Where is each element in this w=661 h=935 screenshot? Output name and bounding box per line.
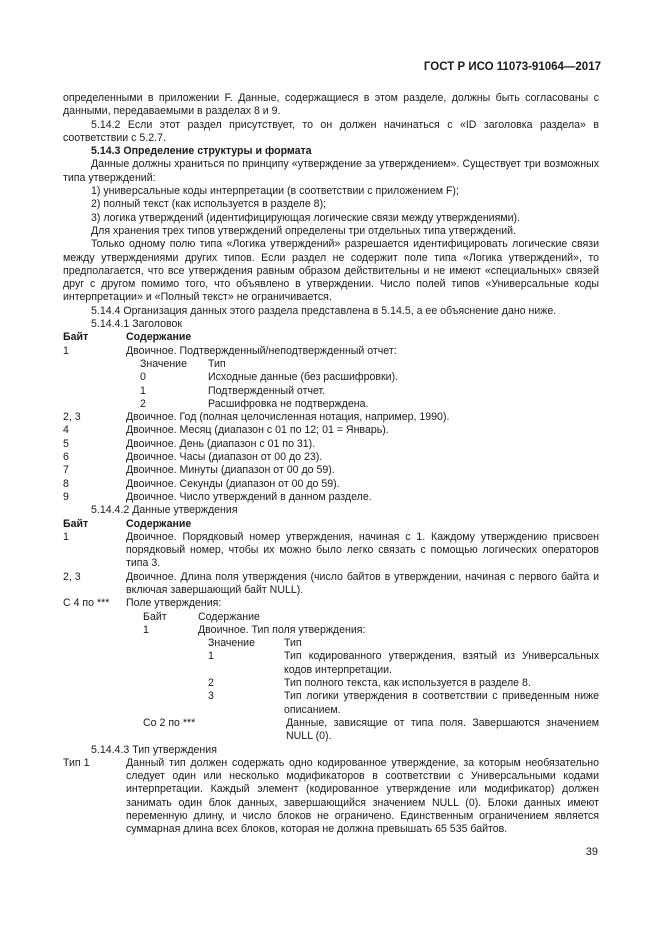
table-row: [63, 597, 599, 610]
type-cell: Расшифровка не подтверждена.: [208, 397, 369, 410]
byte-cell: 6: [63, 451, 69, 464]
type-description-cell: Данный тип должен содержать одно кодированное утверждение, за которым необязательно следует один или несколько модификаторов в соответствии с Универсальными кодами интерпретации. Каждый элемент (кодированное утверждение или модификатор) должен занимать один блок данных, завершающийся значением NULL (0). Блоки данных имеют переменную длину, и число блоков не ограничено. Единственным ограничением является суммарная длина всех блоков, которая не должна превышать 65 535 байтов.: [126, 756, 599, 836]
type-cell: Тип полного текста, как используется в разделе 8.: [284, 677, 531, 690]
table-header: [63, 331, 599, 344]
byte-cell: 4: [63, 424, 69, 437]
column-header-content: Содержание: [126, 331, 192, 344]
page-number: 39: [585, 846, 598, 858]
type-table-row: [208, 690, 599, 717]
table-row: [63, 424, 599, 437]
table-header: [63, 518, 599, 531]
nested-table-row: [143, 717, 599, 744]
value-cell: 3: [208, 690, 214, 703]
type-cell: Тип логики утверждения в соответствии с приведенным ниже описанием.: [284, 690, 599, 716]
type-label-cell: Тип 1: [63, 756, 90, 769]
content-cell: Двоичное. День (диапазон с 01 по 31).: [126, 437, 316, 450]
type-cell: Исходные данные (без расшифровки).: [208, 371, 399, 384]
table-row: [63, 345, 599, 358]
nested-table-row: [143, 624, 599, 637]
type-header: Тип: [208, 357, 226, 370]
table-row: [63, 411, 599, 424]
value-cell: 2: [208, 677, 214, 690]
content-cell: Двоичное. Месяц (диапазон с 01 по 12; 01 = Январь).: [126, 424, 389, 437]
content-cell: Двоичное. Секунды (диапазон от 00 до 59).: [126, 477, 340, 490]
nested-content-header: Содержание: [198, 610, 260, 623]
byte-cell: 1: [63, 344, 69, 357]
byte-cell: 9: [63, 490, 69, 503]
nested-byte-cell: Со 2 по ***: [143, 716, 196, 729]
paragraph: Только одному полю типа «Логика утверждений» разрешается идентифицировать логические связи между утверждениями других типов. Если раздел не содержит поле типа «Логика утверждений», то предполагается, что все утверждения равным образом действительны и не имеют «специальных» связей друг с другом помимо того, что объявлено в утверждении. Число полей типов «Универсальные коды интерпретации» и «Полный текст» не ограничивается.: [63, 238, 599, 304]
value-cell: 0: [140, 371, 146, 384]
byte-cell: 8: [63, 477, 69, 490]
list-item: 3) логика утверждений (идентифицирующая логические связи между утверждениями).: [91, 211, 521, 224]
byte-cell: 5: [63, 437, 69, 450]
type-table-row: [208, 650, 599, 677]
type-cell: Подтвержденный отчет.: [208, 384, 326, 397]
nested-table-header: [143, 611, 599, 624]
type-table-header: [208, 637, 599, 650]
nested-byte-header: Байт: [143, 610, 167, 623]
paragraph-5-14-4: 5.14.4 Организация данных этого раздела представлена в 5.14.5, а ее объяснение дано ниже.: [91, 304, 557, 317]
section-heading-5-14-4-2: 5.14.4.2 Данные утверждения: [91, 504, 238, 517]
content-cell: Двоичное. Минуты (диапазон от 00 до 59).: [126, 464, 335, 477]
table-row: [63, 531, 599, 571]
content-cell: Двоичное. Порядковый номер утверждения, начиная с 1. Каждому утверждению присвоен порядковый номер, чтобы их можно было легко связать с помощью логических операторов типа 3.: [126, 530, 599, 570]
sub-table-row: [140, 371, 599, 384]
paragraph: определенными в приложении F. Данные, содержащиеся в этом разделе, должны быть согласованы с данными, передаваемыми в разделах 8 и 9.: [63, 92, 599, 118]
value-cell: 1: [140, 384, 146, 397]
value-cell: 1: [208, 650, 214, 663]
value-header: Значение: [208, 637, 255, 650]
document-code-header: ГОСТ Р ИСО 11073-91064—2017: [423, 61, 601, 73]
content-cell: Двоичное. Год (полная целочисленная нотация, например, 1990).: [126, 411, 450, 424]
section-heading-5-14-3: 5.14.3 Определение структуры и формата: [91, 145, 312, 158]
byte-cell: 1: [63, 530, 69, 543]
table-row: [63, 451, 599, 464]
nested-byte-cell: 1: [143, 623, 149, 636]
value-header: Значение: [140, 357, 187, 370]
value-cell: 2: [140, 397, 146, 410]
paragraph: Данные должны храниться по принципу «утверждение за утверждением». Существует три возможных типа утверждений:: [63, 158, 599, 184]
column-header-byte: Байт: [63, 331, 89, 344]
byte-cell: 2, 3: [63, 411, 81, 424]
list-item: 2) полный текст (как используется в разделе 8);: [91, 198, 327, 211]
page-content: [63, 92, 599, 837]
table-row: [63, 571, 599, 598]
paragraph-5-14-2: 5.14.2 Если этот раздел присутствует, то он должен начинаться с «ID заголовка раздела» в соответствии с 5.2.7.: [63, 118, 599, 144]
table-row: [63, 464, 599, 477]
byte-cell: 2, 3: [63, 570, 81, 583]
sub-table-row: [140, 385, 599, 398]
byte-cell: 7: [63, 464, 69, 477]
section-heading-5-14-4-1: 5.14.4.1 Заголовок: [91, 318, 183, 331]
content-cell: Двоичное. Длина поля утверждения (число байтов в утверждении, начиная с первого байта и включая завершающий байт NULL).: [126, 570, 599, 596]
content-cell: Двоичное. Подтвержденный/неподтвержденный отчет:: [126, 344, 397, 357]
content-cell: Двоичное. Число утверждений в данном разделе.: [126, 490, 372, 503]
nested-content-cell: Двоичное. Тип поля утверждения:: [198, 623, 366, 636]
table-row: [63, 757, 599, 837]
column-header-byte: Байт: [63, 517, 89, 530]
table-row: [63, 438, 599, 451]
sub-table-header: [140, 358, 599, 371]
type-header: Тип: [284, 637, 302, 650]
nested-content-cell: Данные, зависящие от типа поля. Завершаются значением NULL (0).: [286, 716, 599, 743]
column-header-content: Содержание: [126, 517, 192, 530]
sub-table-row: [140, 398, 599, 411]
type-table-row: [208, 677, 599, 690]
paragraph: Для хранения трех типов утверждений определены три отдельных типа утверждений.: [91, 224, 516, 237]
type-cell: Тип кодированного утверждения, взятый из Универсальных кодов интерпретации.: [284, 650, 599, 676]
section-heading-5-14-4-3: 5.14.4.3 Тип утверждения: [91, 743, 217, 756]
table-row: [63, 491, 599, 504]
byte-cell: С 4 по ***: [63, 597, 110, 610]
content-cell: Двоичное. Часы (диапазон от 00 до 23).: [126, 451, 323, 464]
table-row: [63, 478, 599, 491]
content-cell: Поле утверждения:: [126, 597, 222, 610]
list-item: 1) универсальные коды интерпретации (в соответствии с приложением F);: [91, 185, 459, 198]
